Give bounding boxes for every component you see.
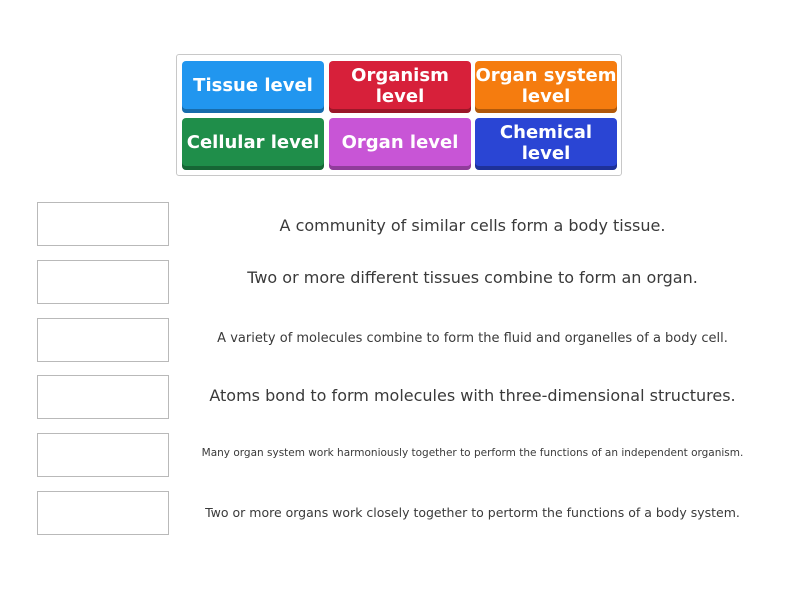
prompt-1: A community of similar cells form a body tissue. (279, 216, 666, 235)
prompt-5: Many organ system work harmoniously together to perform the functions of an independent organism. (201, 447, 744, 459)
tile-cellular-level[interactable]: Cellular level (182, 118, 324, 170)
drop-box-5[interactable] (37, 433, 169, 477)
prompt-2: Two or more different tissues combine to form an organ. (247, 268, 698, 287)
drop-box-6[interactable] (37, 491, 169, 535)
drop-box-4[interactable] (37, 375, 169, 419)
drop-box-1[interactable] (37, 202, 169, 246)
tile-tissue-level[interactable]: Tissue level (182, 61, 324, 113)
drop-box-3[interactable] (37, 318, 169, 362)
prompt-3: A variety of molecules combine to form the fluid and organelles of a body cell. (217, 331, 728, 346)
tile-organ-level[interactable]: Organ level (329, 118, 471, 170)
prompt-4: Atoms bond to form molecules with three-dimensional structures. (209, 386, 736, 405)
prompt-6: Two or more organs work closely together to pertorm the functions of a body system. (205, 505, 740, 520)
tile-organism-level[interactable]: Organism level (329, 61, 471, 113)
answer-tile-tray (176, 54, 622, 176)
tile-organ-system-level[interactable]: Organ system level (475, 61, 617, 113)
tile-chemical-level[interactable]: Chemical level (475, 118, 617, 170)
drop-box-2[interactable] (37, 260, 169, 304)
